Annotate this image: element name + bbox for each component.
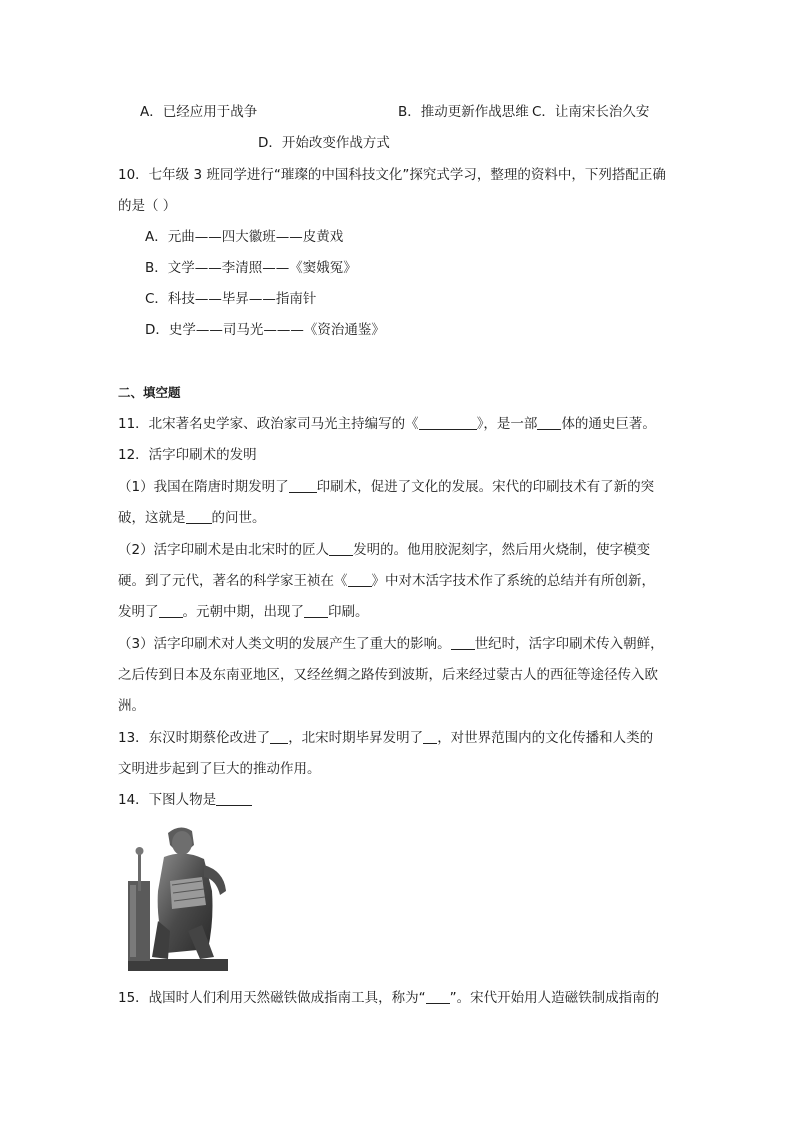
q11-text-3: 体的通史巨著。 xyxy=(561,416,656,432)
q13-line1 xyxy=(118,728,653,748)
q9-option-b: B．推动更新作战思维 xyxy=(398,104,529,120)
q12-sub2-text-2: 发明的。他用胶泥刻字，然后用火烧制，使字模变 xyxy=(353,542,651,558)
q12-sub2-text-3: 硬。到了元代，著名的科学家王祯在《 xyxy=(118,573,348,589)
q13-blank-1[interactable] xyxy=(270,729,288,744)
q10-option-a: A．元曲——四大徽班——皮黄戏 xyxy=(145,229,344,245)
q12-sub2-text-6: 。元朝中期，出现了 xyxy=(182,604,304,620)
q12-sub1-line1 xyxy=(118,477,654,497)
q10-stem-line2: 的是（ ） xyxy=(118,198,177,214)
q13-text-3: ，对世界范围内的文化传播和人类的 xyxy=(437,730,654,746)
q12-sub3-line2: 之后传到日本及东南亚地区，又经丝绸之路传到波斯，后来经过蒙古人的西征等途径传入欧 xyxy=(118,667,658,683)
q12-sub3-line3: 洲。 xyxy=(118,698,145,714)
q12-sub3-text-1: （3）活字印刷术对人类文明的发展产生了重大的影响。 xyxy=(118,636,451,652)
statue-image xyxy=(128,821,236,971)
q12-sub1-blank-2[interactable] xyxy=(186,509,212,524)
q12-title: 12．活字印刷术的发明 xyxy=(118,447,257,463)
q12-sub2-text-4: 》中对木活字技术作了系统的总结并有所创新， xyxy=(371,573,655,589)
q12-sub1-blank-1[interactable] xyxy=(289,478,317,493)
q10-option-b: B．文学——李清照——《窦娥冤》 xyxy=(145,260,357,276)
q10-option-d: D．史学——司马光———《资治通鉴》 xyxy=(145,322,385,338)
q15-text-2: ”。宋代开始用人造磁铁制成指南的 xyxy=(449,990,660,1006)
q12-sub2-blank-1[interactable] xyxy=(329,541,353,556)
q13-line2: 文明进步起到了巨大的推动作用。 xyxy=(118,761,321,777)
q11-blank-2[interactable] xyxy=(537,415,561,430)
q12-sub3-line1 xyxy=(118,634,664,654)
q12-sub2-line2 xyxy=(118,571,655,591)
q12-sub2-blank-4[interactable] xyxy=(304,603,328,618)
q12-sub2-blank-3[interactable] xyxy=(159,603,183,618)
q12-sub2-text-7: 印刷。 xyxy=(328,604,369,620)
q12-sub1-text-4: 的问世。 xyxy=(211,510,266,526)
q12-sub3-text-2: 世纪时，活字印刷术传入朝鲜， xyxy=(474,636,664,652)
q11-text-1: 11．北宋著名史学家、政治家司马光主持编写的《 xyxy=(118,416,419,432)
q12-sub3-blank-1[interactable] xyxy=(451,635,475,650)
q15-blank[interactable] xyxy=(426,989,450,1004)
q9-option-d: D．开始改变作战方式 xyxy=(258,135,390,151)
q11-line xyxy=(118,414,656,434)
q10-stem-line1: 10．七年级 3 班同学进行“璀璨的中国科技文化”探究式学习，整理的资料中，下列搭配正确 xyxy=(118,167,666,183)
q15-text-1: 15．战国时人们利用天然磁铁做成指南工具，称为“ xyxy=(118,990,426,1006)
q14-text: 14．下图人物是 xyxy=(118,792,217,808)
q13-text-1: 13．东汉时期蔡伦改进了 xyxy=(118,730,271,746)
section-heading-fill-blank: 二、填空题 xyxy=(118,385,181,400)
q12-sub2-text-1: （2）活字印刷术是由北宋时的匠人 xyxy=(118,542,330,558)
q15-line xyxy=(118,988,659,1008)
q14-line xyxy=(118,790,252,810)
statue-figure-icon xyxy=(128,821,236,971)
q9-option-c: C．让南宋长治久安 xyxy=(532,104,650,120)
q13-blank-2[interactable] xyxy=(423,729,437,744)
q10-option-c: C．科技——毕昇——指南针 xyxy=(145,291,317,307)
q12-sub1-text-2: 印刷术，促进了文化的发展。宋代的印刷技术有了新的突 xyxy=(316,479,655,495)
q14-blank[interactable] xyxy=(216,791,252,806)
q9-option-a: A．已经应用于战争 xyxy=(140,104,258,120)
q12-sub1-line2 xyxy=(118,508,266,528)
q12-sub2-line1 xyxy=(118,540,650,560)
q12-sub2-blank-2[interactable] xyxy=(348,572,372,587)
q13-text-2: ，北宋时期毕昇发明了 xyxy=(288,730,424,746)
q12-sub1-text-1: （1）我国在隋唐时期发明了 xyxy=(118,479,289,495)
q12-sub2-line3 xyxy=(118,602,369,622)
q11-blank-1[interactable] xyxy=(419,415,477,430)
q12-sub1-text-3: 破，这就是 xyxy=(118,510,186,526)
q11-text-2: 》，是一部 xyxy=(476,416,538,432)
q12-sub2-text-5: 发明了 xyxy=(118,604,159,620)
